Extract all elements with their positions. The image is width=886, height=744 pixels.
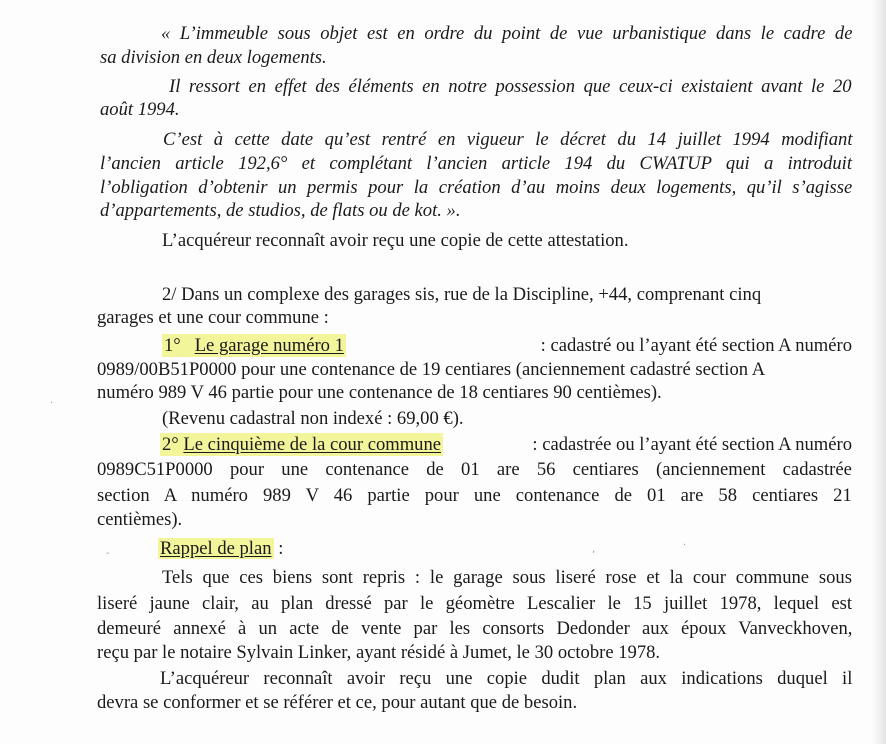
plan-paragraph-line-4: reçu par le notaire Sylvain Linker, ayant résidé à Jumet, le 30 octobre 1978. — [97, 642, 661, 663]
item1-revenu: (Revenu cadastral non indexé : 69,00 €). — [162, 408, 464, 429]
scan-speck: · — [683, 540, 687, 551]
item1-number: 1° — [164, 335, 181, 356]
quote-line-7: l’obligation d’obtenir un permis pour la création d’au moins deux logements, qu’il s’agisse — [100, 177, 853, 198]
plan-heading-text: Rappel de plan — [160, 538, 272, 559]
plan-heading — [158, 537, 283, 560]
item2-continuation-3: centièmes). — [97, 509, 183, 530]
item2-number: 2° — [162, 434, 179, 455]
scan-speck: · — [50, 398, 54, 409]
item1-continuation-2: numéro 989 V 46 partie pour une contenance de 18 centiares 90 centièmes). — [97, 382, 662, 403]
section2-intro-line-1: 2/ Dans un complexe des garages sis, rue de la Discipline, +44, comprenant cinq — [162, 284, 762, 305]
plan-paragraph-line-1: Tels que ces biens sont repris : le garage sous liseré rose et la cour commune sous — [162, 567, 852, 588]
plan-paragraph-line-2: liseré jaune clair, au plan dressé par le géomètre Lescalier le 15 juillet 1978, lequel est — [97, 593, 852, 614]
quote-line-3: Il ressort en effet des éléments en notre possession que ceux-ci existaient avant le 20 — [169, 76, 852, 97]
item2-continuation-2: section A numéro 989 V 46 partie pour une contenance de 01 are 58 centiares 21 — [97, 485, 852, 506]
page-edge-shadow — [872, 0, 886, 744]
quote-line-1: « L’immeuble sous objet est en ordre du point de vue urbanistique dans le cadre de — [161, 23, 853, 44]
plan-heading-colon: : — [278, 538, 284, 559]
item2-heading — [160, 433, 852, 456]
plan-heading-highlight — [158, 538, 274, 559]
quote-line-2: sa division en deux logements. — [100, 47, 327, 68]
attestation-acknowledgement: L’acquéreur reconnaît avoir reçu une copie de cette attestation. — [162, 230, 629, 251]
quote-line-6: l’ancien article 192,6° et complétant l’ancien article 194 du CWATUP qui a introduit — [100, 153, 852, 174]
item1-highlight — [162, 334, 346, 357]
plan-paragraph-line-6: devra se conformer et se référer et ce, pour autant que de besoin. — [97, 692, 578, 713]
section2-intro-line-2: garages et une cour commune : — [97, 307, 329, 328]
plan-paragraph-line-5: L’acquéreur reconnaît avoir reçu une copie dudit plan aux indications duquel il — [160, 668, 853, 689]
item1-continuation-1: 0989/00B51P0000 pour une contenance de 19 centiares (anciennement cadastré section A — [97, 359, 766, 380]
item1-title: Le garage numéro 1 — [194, 335, 344, 356]
quote-line-5: C’est à cette date qu’est rentré en vigueur le décret du 14 juillet 1994 modifiant — [163, 129, 853, 150]
item1-rest: : cadastré ou l’ayant été section A numéro — [540, 335, 852, 356]
scan-speck: , — [592, 544, 596, 555]
item2-highlight — [160, 433, 443, 456]
item2-rest: : cadastrée ou l’ayant été section A numéro — [532, 434, 852, 455]
item1-heading — [162, 334, 852, 357]
quote-line-4: août 1994. — [100, 99, 180, 120]
item2-continuation-1: 0989C51P0000 pour une contenance de 01 are 56 centiares (anciennement cadastrée — [97, 459, 852, 480]
quote-line-8: d’appartements, de studios, de flats ou de kot. ». — [100, 200, 461, 221]
item2-title: Le cinquième de la cour commune — [183, 434, 442, 455]
plan-paragraph-line-3: demeuré annexé à un acte de vente par les consorts Dedonder aux époux Vanveckhoven, — [97, 618, 853, 639]
scan-speck: - — [106, 548, 110, 559]
